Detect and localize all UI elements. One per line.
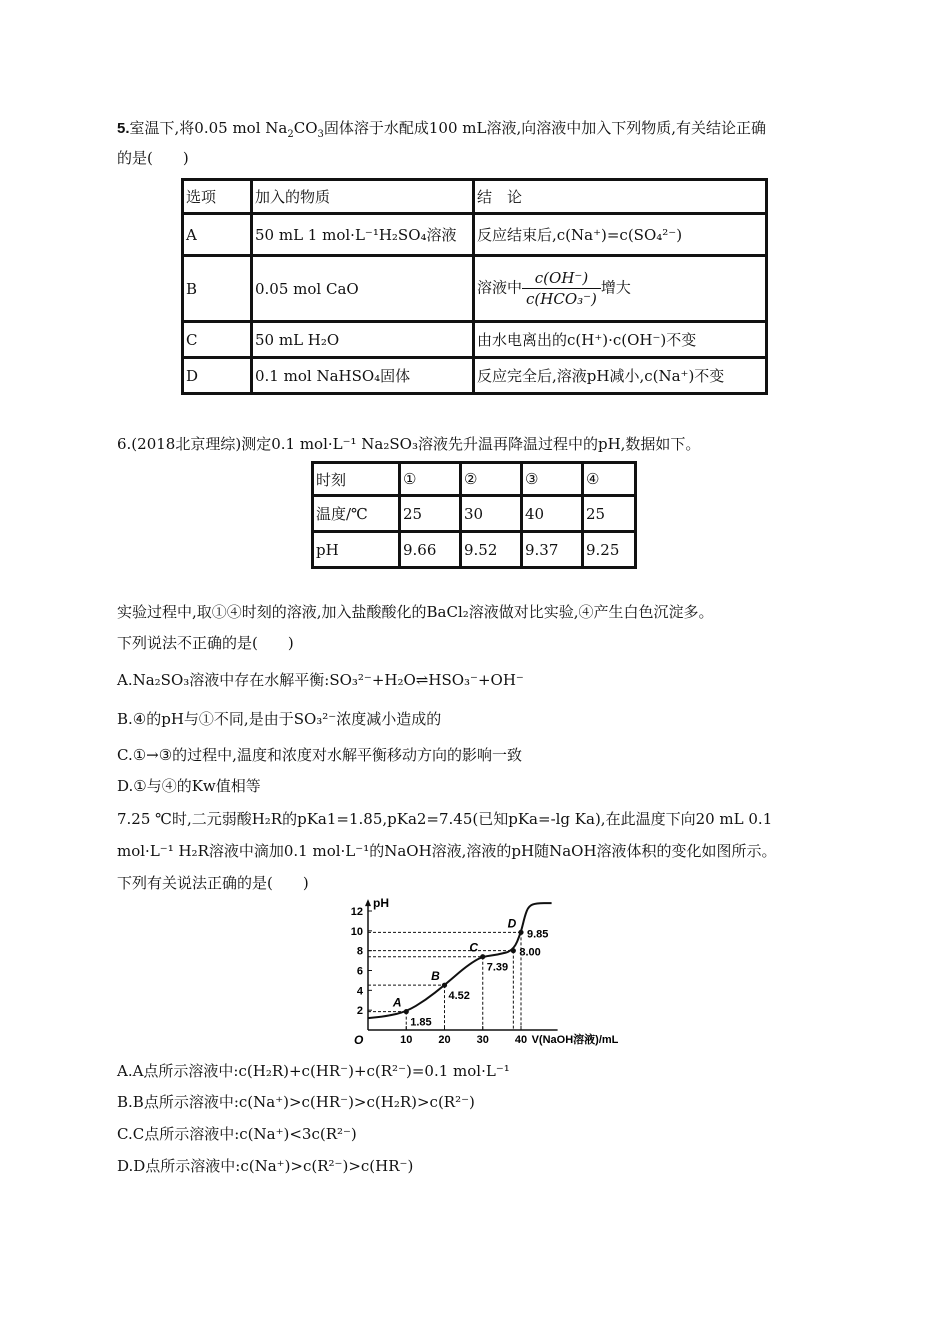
y-axis-label: pH	[373, 896, 389, 911]
q6-option-c: C.①→③的过程中,温度和浓度对水解平衡移动方向的影响一致	[117, 746, 522, 764]
point-value-label: 8.00	[519, 946, 541, 959]
data-point	[511, 948, 516, 953]
q6-cell: 30	[461, 496, 522, 532]
q5-conclusion: 反应完全后,溶液pH减小,c(Na⁺)不变	[474, 358, 767, 394]
q6-cell: 25	[400, 496, 461, 532]
q6-cell: ③	[522, 463, 583, 496]
point-value-label: 1.85	[410, 1016, 432, 1029]
q5-conclusion: 反应结束后,c(Na⁺)=c(SO₄²⁻)	[474, 214, 767, 256]
q7-option-c: C.C点所示溶液中:c(Na⁺)<3c(R²⁻)	[117, 1125, 357, 1143]
q6-option-b: B.④的pH与①不同,是由于SO₃²⁻浓度减小造成的	[117, 710, 442, 728]
q5-substance: 50 mL 1 mol·L⁻¹H₂SO₄溶液	[252, 214, 474, 256]
x-tick-label: 30	[476, 1034, 489, 1046]
y-tick-label: 4	[356, 985, 363, 998]
data-point	[442, 983, 447, 988]
q5-row-D	[183, 358, 767, 394]
q5-option-label: B	[183, 256, 252, 322]
q5-option-label: D	[183, 358, 252, 394]
q5-substance: 0.05 mol CaO	[252, 256, 474, 322]
q7-option-b: B.B点所示溶液中:c(Na⁺)>c(HR⁻)>c(H₂R)>c(R²⁻)	[117, 1093, 475, 1111]
ph-titration-chart	[340, 895, 620, 1050]
q5-header-substance: 加入的物质	[252, 180, 474, 214]
q5-conclusion	[474, 256, 767, 322]
point-name-label: D	[507, 916, 517, 931]
q6-row-time	[313, 463, 636, 496]
q5-option-label: C	[183, 322, 252, 358]
x-axis-label: V(NaOH溶液)/mL	[531, 1034, 619, 1046]
q6-cell: 9.25	[583, 532, 636, 568]
q6-table	[311, 461, 637, 569]
q7-stem-line2: mol·L⁻¹ H₂R溶液中滴加0.1 mol·L⁻¹的NaOH溶液,溶液的pH随NaOH溶液体积的变化如图所示。	[117, 842, 777, 860]
q6-stem: 6.(2018北京理综)测定0.1 mol·L⁻¹ Na₂SO₃溶液先升温再降温过程中的pH,数据如下。	[117, 435, 701, 453]
x-tick-label: 40	[514, 1034, 528, 1046]
x-tick-label: 10	[400, 1034, 413, 1046]
point-value-label: 9.85	[527, 928, 549, 941]
q6-cell: ②	[461, 463, 522, 496]
q5-conclusion: 由水电离出的c(H⁺)·c(OH⁻)不变	[474, 322, 767, 358]
conclusion-suffix: 增大	[600, 278, 631, 297]
q6-question: 下列说法不正确的是( )	[117, 634, 294, 652]
q6-cell: 9.37	[522, 532, 583, 568]
q6-option-a: A.Na₂SO₃溶液中存在水解平衡:SO₃²⁻+H₂O⇌HSO₃⁻+OH⁻	[117, 671, 524, 689]
q6-cell: ④	[583, 463, 636, 496]
q5-header-option: 选项	[183, 180, 252, 214]
q7-stem-line3: 下列有关说法正确的是( )	[117, 874, 309, 892]
q5-stem-line2: 的是( )	[117, 149, 189, 167]
origin-label: O	[354, 1033, 364, 1047]
q6-experiment-text: 实验过程中,取①④时刻的溶液,加入盐酸酸化的BaCl₂溶液做对比实验,④产生白色沉淀多。	[117, 603, 714, 621]
point-value-label: 4.52	[448, 990, 470, 1003]
q6-cell: 9.66	[400, 532, 461, 568]
q6-cell: 25	[583, 496, 636, 532]
point-name-label: B	[431, 969, 440, 984]
point-name-label: C	[469, 940, 479, 955]
q6-cell: 9.52	[461, 532, 522, 568]
data-point	[480, 954, 485, 959]
q6-cell: 40	[522, 496, 583, 532]
x-tick-label: 20	[438, 1034, 451, 1046]
q5-table	[181, 178, 768, 395]
q6-cell: pH	[313, 532, 400, 568]
q5-substance: 50 mL H₂O	[252, 322, 474, 358]
fraction-numerator: c(OH⁻)	[522, 268, 601, 289]
q5-row-A	[183, 214, 767, 256]
q5-substance: 0.1 mol NaHSO₄固体	[252, 358, 474, 394]
q6-cell: 温度/℃	[313, 496, 400, 532]
conclusion-prefix: 溶液中	[477, 278, 523, 297]
ratio-fraction	[522, 268, 601, 309]
point-name-label: A	[392, 995, 402, 1010]
q7-option-a: A.A点所示溶液中:c(H₂R)+c(HR⁻)+c(R²⁻)=0.1 mol·L⁻¹	[117, 1062, 510, 1080]
q6-option-d: D.①与④的Kw值相等	[117, 777, 261, 795]
q5-row-C	[183, 322, 767, 358]
q6-row-ph	[313, 532, 636, 568]
y-tick-label: 6	[356, 965, 363, 978]
fraction-denominator: c(HCO₃⁻)	[526, 290, 597, 308]
q5-option-label: A	[183, 214, 252, 256]
y-tick-label: 8	[356, 945, 363, 958]
chart-axes	[351, 899, 558, 1046]
q6-row-temp	[313, 496, 636, 532]
q5-stem-line1: 5.室温下,将0.05 mol $Na_2CO_3$固体溶于水配成100 mL溶液,向溶液中加入下列物质,有关结论正确	[117, 119, 766, 140]
data-point	[404, 1009, 409, 1014]
q7-option-d: D.D点所示溶液中:c(Na⁺)>c(R²⁻)>c(HR⁻)	[117, 1157, 414, 1175]
y-tick-label: 10	[350, 925, 363, 938]
q5-header-conclusion: 结 论	[474, 180, 767, 214]
y-tick-label: 12	[350, 906, 363, 918]
data-point	[518, 930, 523, 935]
point-value-label: 7.39	[486, 961, 509, 974]
q6-cell: ①	[400, 463, 461, 496]
q7-stem-line1: 7.25 ℃时,二元弱酸H₂R的pKa1=1.85,pKa2=7.45(已知pKa=-lg Ka),在此温度下向20 mL 0.1	[117, 810, 773, 828]
q6-cell: 时刻	[313, 463, 400, 496]
q5-row-B	[183, 256, 767, 322]
chart-points	[392, 916, 549, 1028]
y-tick-label: 2	[356, 1005, 363, 1018]
y-axis-arrow	[365, 899, 371, 906]
